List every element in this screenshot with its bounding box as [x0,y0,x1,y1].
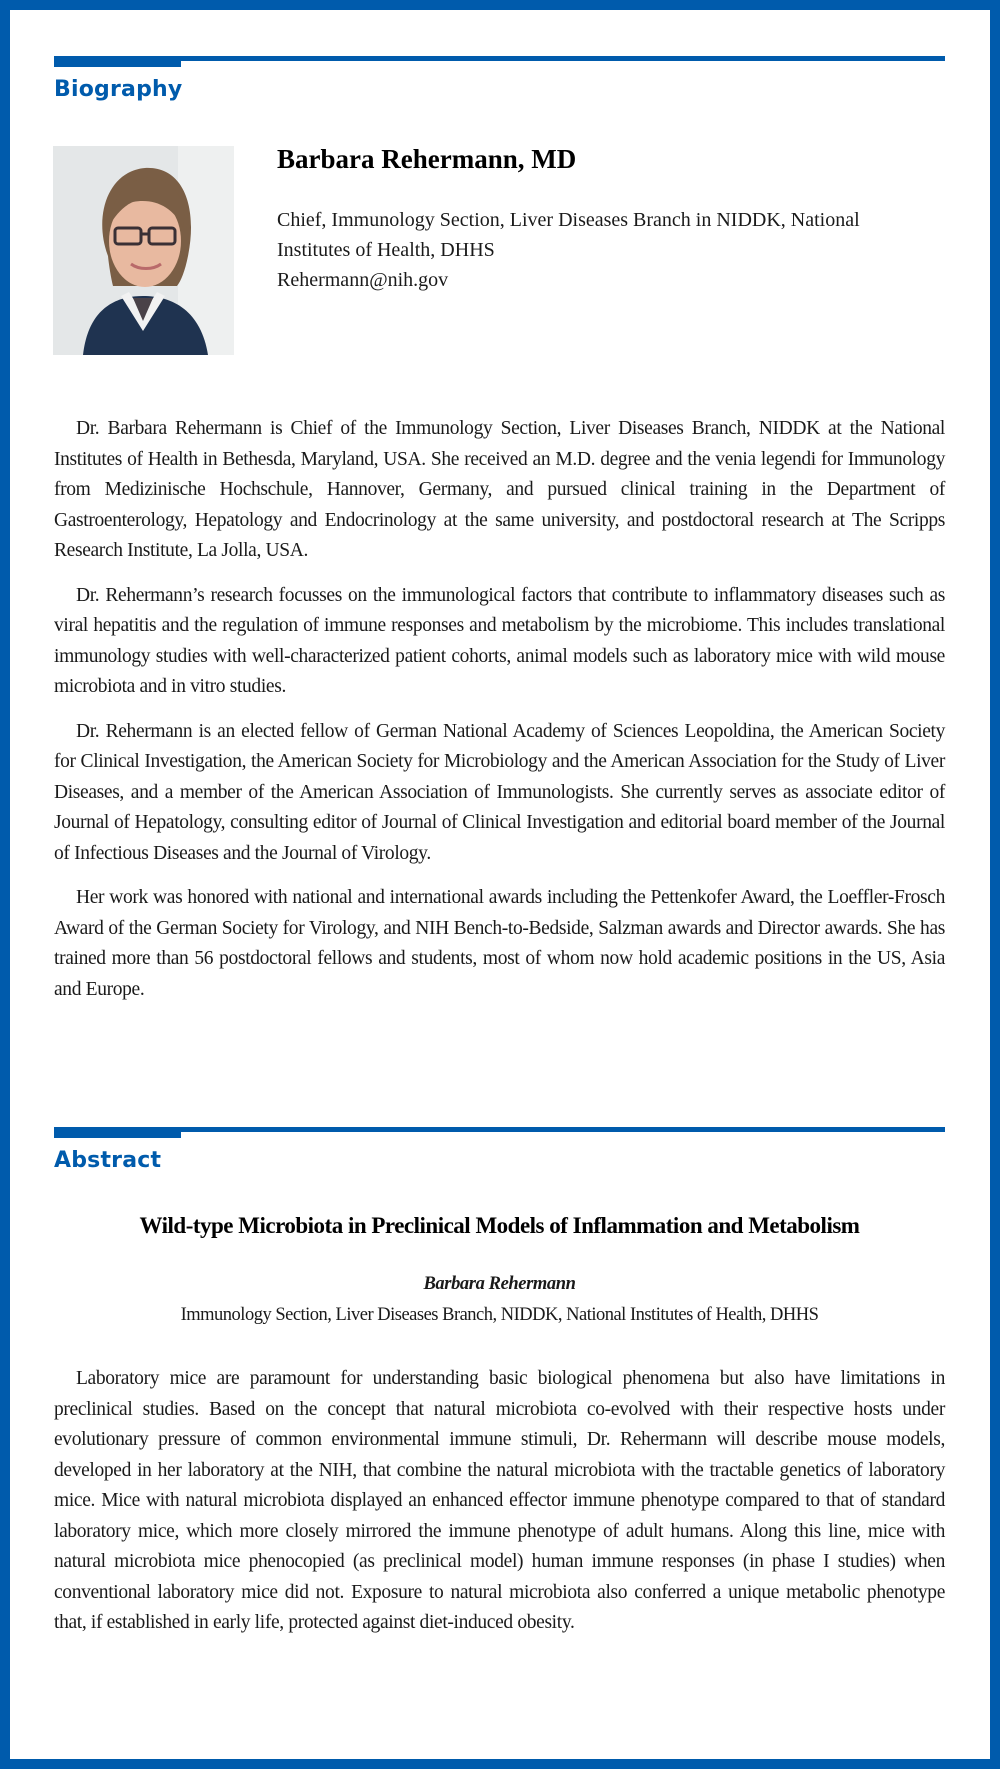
position-line-1: Chief, Immunology Section, Liver Diseases Branch in NIDDK, National [277,209,860,231]
biography-heading: Biography [54,77,183,102]
speaker-email[interactable]: Rehermann@nih.gov [277,269,449,291]
portrait-photo [53,146,234,355]
biography-section-rule [54,56,945,67]
biography-paragraph: Dr. Barbara Rehermann is Chief of the Immunology Section, Liver Diseases Branch, NIDDK at the National Institutes of Health in Bethesda, Maryland, USA. She received an M.D. degree and the venia legendi for Immunology from Medizinische Hochschule, Hannover, Germany, and pursued clinical training in the Department of Gastroenterology, Hepatology and Endocrinology at the same university, and postdoctoral research at The Scripps Research Institute, La Jolla, USA. [54,418,945,561]
biography-body [54,414,945,1019]
position-line-2: Institutes of Health, DHHS [277,239,495,261]
abstract-section-rule [54,1127,945,1138]
biography-paragraph: Dr. Rehermann’s research focusses on the immunological factors that contribute to inflammatory diseases such as viral hepatitis and the regulation of immune responses and metabolism by the microbiome. This includes translational immunology studies with well-characterized patient cohorts, animal models such as laboratory mice with wild mouse microbiota and in vitro studies. [54,584,945,697]
abstract-paragraph: Laboratory mice are paramount for understanding basic biological phenomena but also have limitations in preclinical studies. Based on the concept that natural microbiota co-evolved with their respective hosts under evolutionary pressure of common environmental immune stimuli, Dr. Rehermann will describe mouse models, developed in her laboratory at the NIH, that combine the natural microbiota with the tractable genetics of laboratory mice. Mice with natural microbiota displayed an enhanced effector immune phenotype compared to that of standard laboratory mice, which more closely mirrored the immune phenotype of adult humans. Along this line, mice with natural microbiota mice phenocopied (as preclinical model) human immune responses (in phase I studies) when conventional laboratory mice did not. Exposure to natural microbiota also conferred a unique metabolic phenotype that, if established in early life, protected against diet-induced obesity. [54,1368,945,1633]
abstract-affiliation: Immunology Section, Liver Diseases Branch, NIDDK, National Institutes of Health, DHHS [180,1305,819,1325]
abstract-heading: Abstract [54,1148,162,1173]
biography-paragraph: Dr. Rehermann is an elected fellow of German National Academy of Sciences Leopoldina, the American Society for Clinical Investigation, the American Society for Microbiology and the American Association for the Study of Liver Diseases, and a member of the American Association of Immunologists. She currently serves as associate editor of Journal of Hepatology, consulting editor of Journal of Clinical Investigation and editorial board member of the Journal of Infectious Diseases and the Journal of Virology. [54,720,945,864]
biography-paragraph: Her work was honored with national and international awards including the Pettenkofer Award, the Loeffler-Frosch Award of the German Society for Virology, and NIH Bench-to-Bedside, Salzman awards and Director awards. She has trained more than 56 postdoctoral fellows and students, most of whom now hold academic positions in the US, Asia and Europe. [54,887,945,1000]
abstract-author: Barbara Rehermann [423,1274,576,1294]
rule-thin-line [54,56,945,61]
abstract-title: Wild-type Microbiota in Preclinical Models of Inflammation and Metabolism [139,1213,860,1238]
portrait-image-icon [53,146,234,355]
speaker-name: Barbara Rehermann, MD [277,144,577,174]
rule-thick-accent [54,56,181,67]
rule-thin-line [54,1127,945,1132]
abstract-body [54,1364,945,1653]
speaker-affiliation [277,205,917,295]
rule-thick-accent [54,1127,181,1138]
